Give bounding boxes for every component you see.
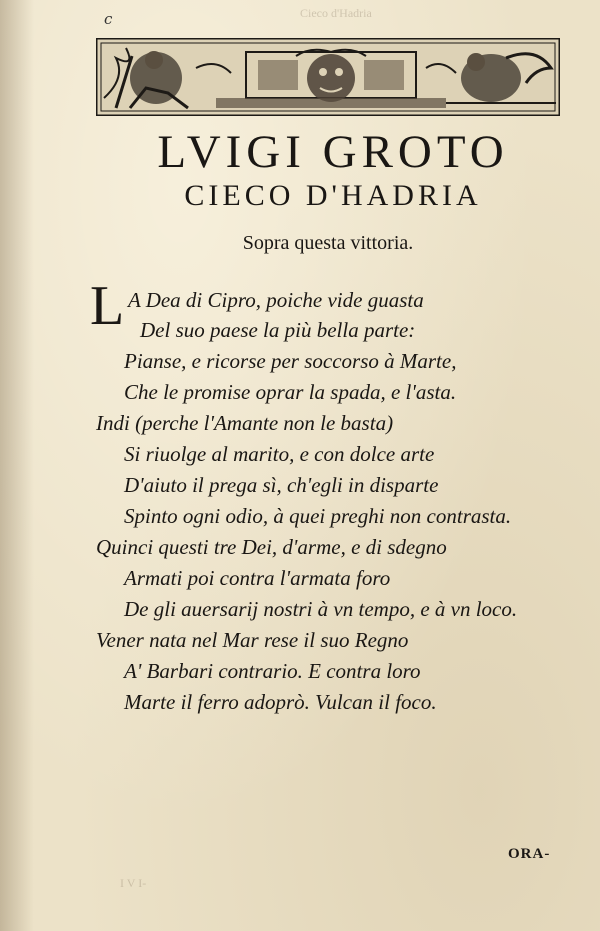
catchword: ORA- — [508, 846, 551, 862]
poem-line: De gli auersarij nostri à vn tempo, e à vn loco. — [124, 597, 518, 621]
poem-line: Quinci questi tre Dei, d'arme, e di sdegno — [96, 535, 447, 559]
poem-line: D'aiuto il prega sì, ch'egli in disparte — [124, 473, 439, 497]
poem-line: Del suo paese la più bella parte: — [140, 318, 416, 342]
poem-line: Indi (perche l'Amante non le basta) — [96, 411, 394, 435]
author-title: LVIGI GROTO — [157, 126, 509, 178]
poem-line: Pianse, e ricorse per soccorso à Marte, — [124, 349, 457, 373]
drop-cap: L — [90, 275, 125, 337]
poem-line: Si riuolge al marito, e con dolce arte — [124, 442, 435, 466]
woodcut-banner — [96, 38, 560, 116]
poem-line: Marte il ferro adoprò. Vulcan il foco. — [124, 690, 437, 714]
author-subtitle: CIECO D'HADRIA — [184, 179, 482, 212]
poem-line: Vener nata nel Mar rese il suo Regno — [96, 628, 409, 652]
poem-line: A Dea di Cipro, poiche vide guasta — [128, 288, 424, 312]
poem-line: A' Barbari contrario. E contra loro — [124, 659, 421, 683]
corner-mark: c — [104, 10, 113, 28]
poem-line: Armati poi contra l'armata foro — [124, 566, 391, 590]
poem-line: Che le promise oprar la spada, e l'asta. — [124, 380, 457, 404]
bleed-through-text: Cieco d'Hadria — [300, 6, 372, 20]
ornament-icon — [96, 38, 560, 116]
poem-line: Spinto ogni odio, à quei preghi non contrasta. — [124, 504, 512, 528]
poem-heading: Sopra questa vittoria. — [242, 232, 414, 254]
bleed-through-text: I V I- — [120, 876, 147, 890]
